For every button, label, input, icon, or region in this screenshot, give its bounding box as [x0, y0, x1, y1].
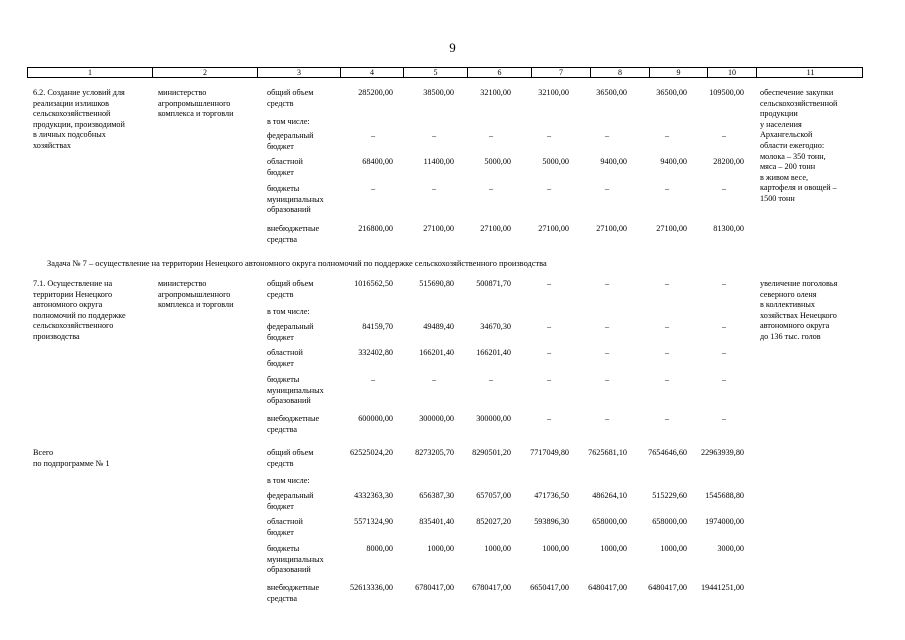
row-6-2-municipal-col9: –	[664, 184, 670, 193]
row-total-regional-col9: 658000,00	[652, 517, 687, 526]
row-7-1-label-total: общий объем средств	[267, 279, 314, 299]
row-6-2-municipal-col7: –	[546, 184, 552, 193]
row-total-federal-col7: 471736,50	[534, 491, 569, 500]
row-total-label-municipal: бюджеты муниципальных образований	[267, 544, 324, 575]
row-6-2-municipal-col8: –	[604, 184, 610, 193]
row-7-1-measure-name: 7.1. Осуществление на территории Ненецкого автономного округа полномочий по поддержке сельскохозяйственного производства	[33, 279, 126, 341]
row-6-2-federal-col9: –	[664, 131, 670, 140]
row-6-2-regional-col7: 5000,00	[542, 157, 569, 166]
row-7-1-total-col8: –	[604, 279, 610, 288]
row-total-federal-col4: 4332363,30	[354, 491, 393, 500]
row-6-2-measure-name: 6.2. Создание условий для реализации излишков сельскохозяйственной продукции, производимой в личных подсобных хозяйствах	[33, 88, 125, 150]
row-6-2-extra-col6: 27100,00	[480, 224, 511, 233]
row-total-federal-col10: 1545688,80	[705, 491, 744, 500]
row-total-municipal-col6: 1000,00	[484, 544, 511, 553]
row-total-extra-col10: 19441251,00	[701, 583, 744, 592]
row-7-1-regional-col7: –	[546, 348, 552, 357]
row-6-2-municipal-col5: –	[431, 184, 437, 193]
row-total-label-regional: областной бюджет	[267, 517, 303, 537]
row-total-extra-col7: 6650417,00	[530, 583, 569, 592]
row-6-2-regional-col10: 28200,00	[713, 157, 744, 166]
row-7-1-regional-col9: –	[664, 348, 670, 357]
row-6-2-extra-col4: 216800,00	[358, 224, 393, 233]
header-col-8: 8	[591, 68, 650, 77]
row-total-municipal-col8: 1000,00	[600, 544, 627, 553]
row-7-1-total-col6: 500871,70	[476, 279, 511, 288]
row-6-2-federal-col4: –	[370, 131, 376, 140]
row-7-1-total-col4: 1016562,50	[354, 279, 393, 288]
row-7-1-municipal-col9: –	[664, 375, 670, 384]
task-7-heading: Задача № 7 – осуществление на территории Ненецкого автономного округа полномочий по поддержке сельскохозяйственного производства	[47, 259, 547, 268]
row-7-1-extra-col9: –	[664, 414, 670, 423]
row-total-total-col9: 7654646,60	[648, 448, 687, 457]
row-total-municipal-col4: 8000,00	[366, 544, 393, 553]
row-total-municipal-col9: 1000,00	[660, 544, 687, 553]
row-7-1-total-col5: 515690,80	[419, 279, 454, 288]
row-6-2-regional-col9: 9400,00	[660, 157, 687, 166]
row-total-federal-col6: 657057,00	[476, 491, 511, 500]
row-7-1-extra-col10: –	[721, 414, 727, 423]
row-total-total-col6: 8290501,20	[472, 448, 511, 457]
row-7-1-extra-col6: 300000,00	[476, 414, 511, 423]
row-6-2-municipal-col6: –	[488, 184, 494, 193]
row-7-1-federal-col7: –	[546, 322, 552, 331]
row-6-2-expected-result: обеспечение закупки сельскохозяйственной продукции у населения Архангельской области ежегодно: молока – 350 тонн, мяса – 200 тонн в живом весе, картофеля и овощей – 1500 тонн	[760, 88, 838, 203]
row-total-total-col4: 62525024,20	[350, 448, 393, 457]
row-7-1-extra-col5: 300000,00	[419, 414, 454, 423]
header-col-10: 10	[708, 68, 757, 77]
row-6-2-total-col4: 285200,00	[358, 88, 393, 97]
row-7-1-municipal-col5: –	[431, 375, 437, 384]
row-total-extra-col9: 6480417,00	[648, 583, 687, 592]
row-7-1-federal-col9: –	[664, 322, 670, 331]
header-col-5: 5	[404, 68, 468, 77]
row-7-1-regional-col4: 332402,80	[358, 348, 393, 357]
row-total-regional-col6: 852027,20	[476, 517, 511, 526]
row-7-1-label-extra: внебюджетные средства	[267, 414, 320, 434]
row-6-2-municipal-col4: –	[370, 184, 376, 193]
row-6-2-federal-col10: –	[721, 131, 727, 140]
header-col-2: 2	[153, 68, 258, 77]
row-7-1-extra-col7: –	[546, 414, 552, 423]
row-6-2-total-col6: 32100,00	[480, 88, 511, 97]
row-total-regional-col5: 835401,40	[419, 517, 454, 526]
row-6-2-extra-col8: 27100,00	[596, 224, 627, 233]
row-6-2-executor: министерство агропромышленного комплекса и торговли	[158, 88, 234, 119]
row-7-1-extra-col4: 600000,00	[358, 414, 393, 423]
row-total-regional-col10: 1974000,00	[705, 517, 744, 526]
row-7-1-regional-col5: 166201,40	[419, 348, 454, 357]
row-total-total-col10: 22963939,80	[701, 448, 744, 457]
row-total-label-including: в том числе:	[267, 476, 310, 485]
page-number: 9	[449, 40, 456, 55]
row-7-1-municipal-col8: –	[604, 375, 610, 384]
row-6-2-label-federal: федеральный бюджет	[267, 131, 314, 151]
row-7-1-regional-col10: –	[721, 348, 727, 357]
row-6-2-total-col9: 36500,00	[656, 88, 687, 97]
row-7-1-executor: министерство агропромышленного комплекса и торговли	[158, 279, 234, 310]
row-6-2-label-including: в том числе:	[267, 117, 310, 126]
table-header-row	[27, 67, 863, 78]
row-7-1-municipal-col6: –	[488, 375, 494, 384]
header-col-9: 9	[650, 68, 708, 77]
row-total-regional-col7: 593896,30	[534, 517, 569, 526]
row-total-label-total: общий объем средств	[267, 448, 314, 468]
row-6-2-label-extra: внебюджетные средства	[267, 224, 320, 244]
row-6-2-label-total: общий объем средств	[267, 88, 314, 108]
row-7-1-label-including: в том числе:	[267, 307, 310, 316]
row-total-measure-name: Всего по подпрограмме № 1	[33, 448, 110, 468]
row-7-1-municipal-col4: –	[370, 375, 376, 384]
row-7-1-expected-result: увеличение поголовья северного оленя в коллективных хозяйствах Ненецкого автономного округа до 136 тыс. голов	[760, 279, 838, 341]
row-total-extra-col8: 6480417,00	[588, 583, 627, 592]
row-7-1-total-col7: –	[546, 279, 552, 288]
row-6-2-federal-col7: –	[546, 131, 552, 140]
row-6-2-total-col7: 32100,00	[538, 88, 569, 97]
row-6-2-municipal-col10: –	[721, 184, 727, 193]
row-total-regional-col8: 658000,00	[592, 517, 627, 526]
row-6-2-regional-col6: 5000,00	[484, 157, 511, 166]
row-7-1-federal-col10: –	[721, 322, 727, 331]
row-total-extra-col5: 6780417,00	[415, 583, 454, 592]
header-col-7: 7	[532, 68, 591, 77]
row-6-2-extra-col5: 27100,00	[423, 224, 454, 233]
row-7-1-municipal-col10: –	[721, 375, 727, 384]
row-total-municipal-col7: 1000,00	[542, 544, 569, 553]
row-total-extra-col4: 52613336,00	[350, 583, 393, 592]
row-total-total-col8: 7625681,10	[588, 448, 627, 457]
row-total-federal-col9: 515229,60	[652, 491, 687, 500]
row-7-1-federal-col5: 49489,40	[423, 322, 454, 331]
row-total-municipal-col10: 3000,00	[717, 544, 744, 553]
row-6-2-total-col10: 109500,00	[709, 88, 744, 97]
header-col-4: 4	[341, 68, 404, 77]
row-7-1-label-federal: федеральный бюджет	[267, 322, 314, 342]
row-6-2-extra-col7: 27100,00	[538, 224, 569, 233]
header-col-11: 11	[806, 68, 815, 77]
header-col-6: 6	[468, 68, 532, 77]
row-6-2-total-col5: 38500,00	[423, 88, 454, 97]
row-total-total-col7: 7717049,80	[530, 448, 569, 457]
row-7-1-label-municipal: бюджеты муниципальных образований	[267, 375, 324, 406]
row-6-2-regional-col5: 11400,00	[423, 157, 454, 166]
row-total-regional-col4: 5571324,90	[354, 517, 393, 526]
row-6-2-extra-col9: 27100,00	[656, 224, 687, 233]
row-total-extra-col6: 6780417,00	[472, 583, 511, 592]
header-col-1: 1	[28, 68, 153, 77]
row-total-label-extra: внебюджетные средства	[267, 583, 320, 603]
row-6-2-label-municipal: бюджеты муниципальных образований	[267, 184, 324, 215]
row-total-total-col5: 8273205,70	[415, 448, 454, 457]
row-6-2-federal-col5: –	[431, 131, 437, 140]
row-6-2-regional-col4: 68400,00	[362, 157, 393, 166]
row-7-1-regional-col6: 166201,40	[476, 348, 511, 357]
row-total-label-federal: федеральный бюджет	[267, 491, 314, 511]
row-7-1-label-regional: областной бюджет	[267, 348, 303, 368]
row-7-1-municipal-col7: –	[546, 375, 552, 384]
row-6-2-federal-col8: –	[604, 131, 610, 140]
row-7-1-federal-col8: –	[604, 322, 610, 331]
row-7-1-regional-col8: –	[604, 348, 610, 357]
row-6-2-regional-col8: 9400,00	[600, 157, 627, 166]
header-col-3: 3	[258, 68, 341, 77]
row-7-1-federal-col6: 34670,30	[480, 322, 511, 331]
row-6-2-federal-col6: –	[488, 131, 494, 140]
row-7-1-total-col9: –	[664, 279, 670, 288]
row-7-1-total-col10: –	[721, 279, 727, 288]
row-7-1-extra-col8: –	[604, 414, 610, 423]
row-total-federal-col5: 656387,30	[419, 491, 454, 500]
row-7-1-federal-col4: 84159,70	[362, 322, 393, 331]
row-total-municipal-col5: 1000,00	[427, 544, 454, 553]
row-total-federal-col8: 486264,10	[592, 491, 627, 500]
row-6-2-label-regional: областной бюджет	[267, 157, 303, 177]
row-6-2-extra-col10: 81300,00	[713, 224, 744, 233]
row-6-2-total-col8: 36500,00	[596, 88, 627, 97]
